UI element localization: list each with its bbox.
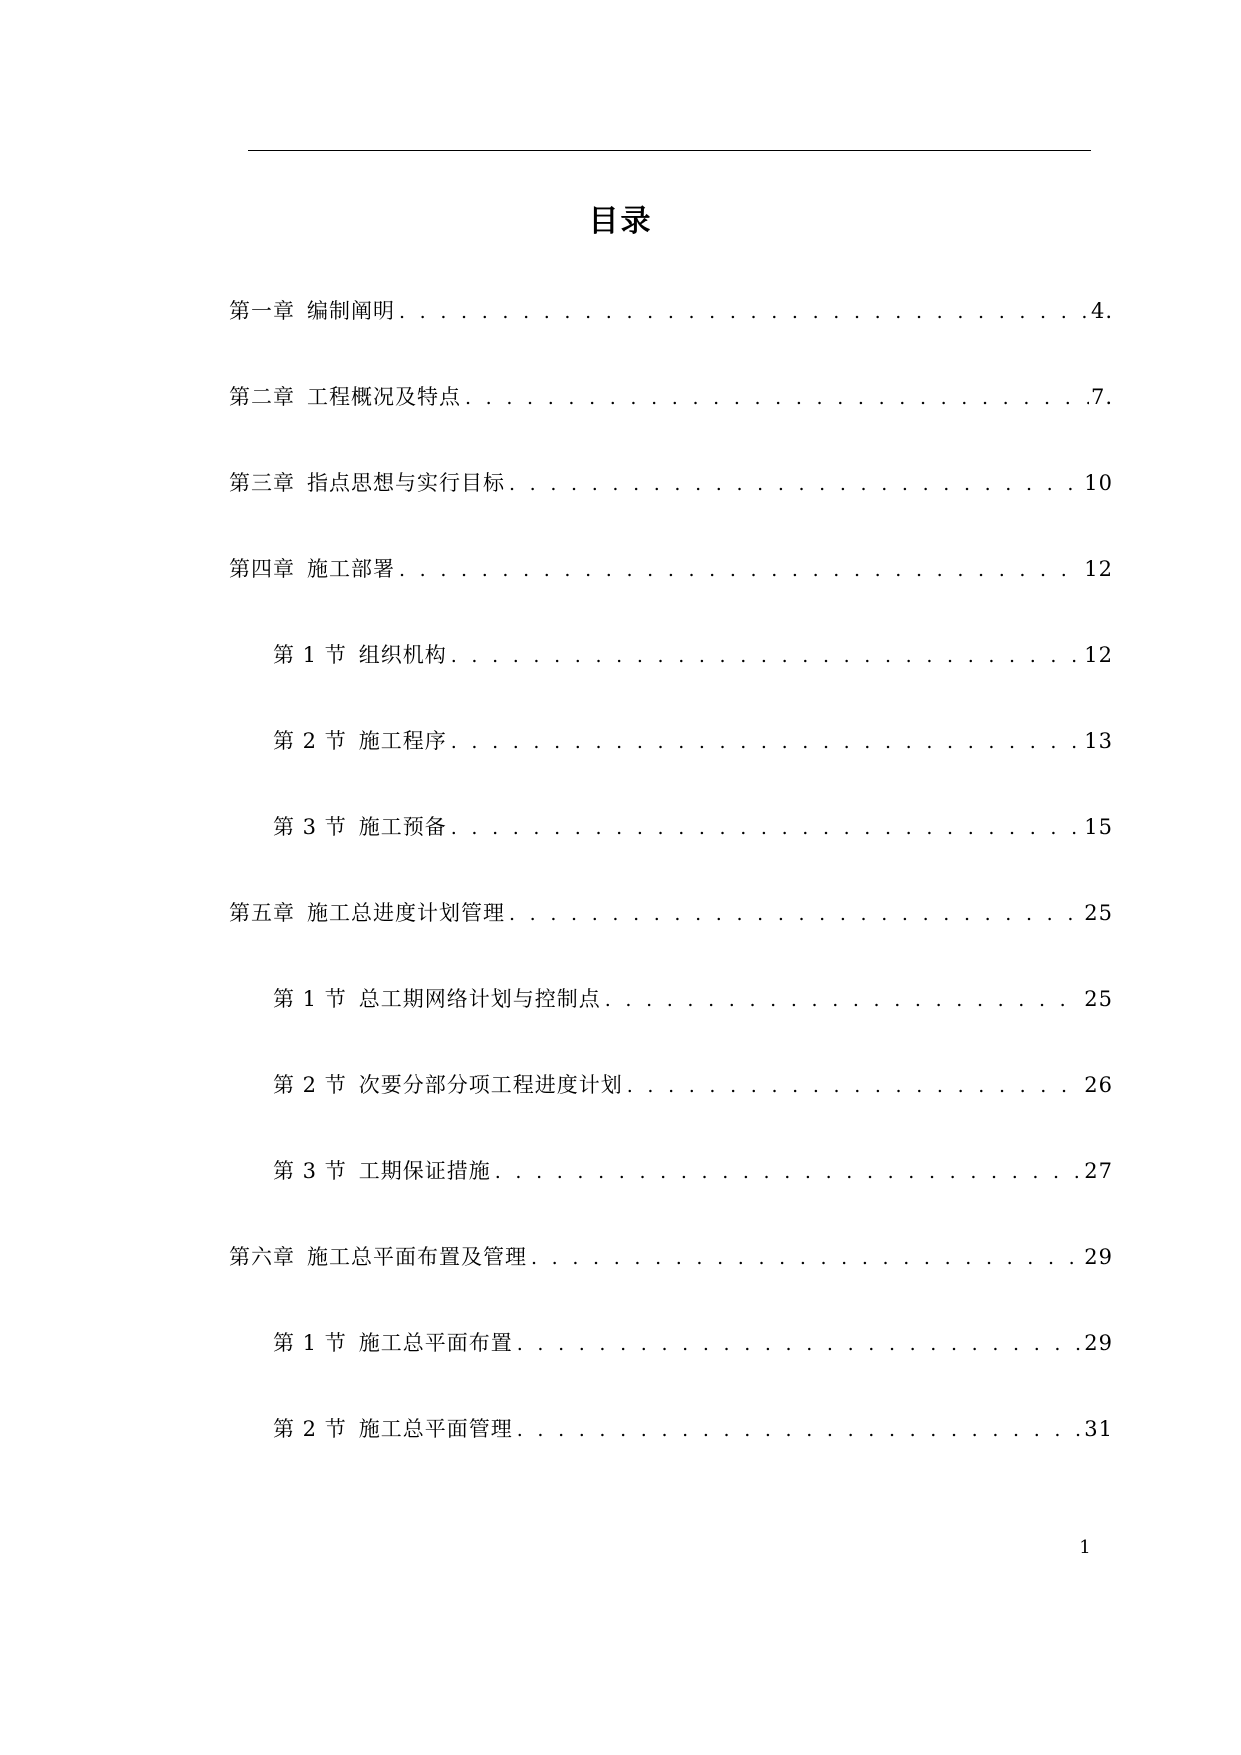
toc-entry[interactable] (229, 552, 1113, 586)
toc-entry-title: 指点思想与实行目标 (307, 471, 505, 495)
toc-entry-title: 施工总进度计划管理 (307, 901, 505, 925)
toc-entry[interactable] (273, 724, 1113, 758)
dot-leader (509, 467, 1082, 500)
toc-entry[interactable] (273, 1326, 1113, 1360)
toc-entry-title: 工期保证措施 (358, 1159, 491, 1183)
toc-entry-page: 29 (1084, 1245, 1113, 1269)
toc-entry-title: 施工预备 (358, 815, 447, 839)
toc-entry-page: 12 (1084, 643, 1113, 667)
toc-entry-prefix: 第二章 (229, 385, 295, 409)
toc-entry[interactable] (273, 810, 1113, 844)
toc-entry-title: 施工总平面管理 (358, 1417, 513, 1441)
toc-entry-prefix: 第五章 (229, 901, 295, 925)
toc-entry-title: 总工期网络计划与控制点 (358, 987, 601, 1011)
toc-entry[interactable] (229, 466, 1113, 500)
dot-leader (509, 897, 1082, 930)
toc-entry[interactable] (273, 1412, 1113, 1446)
toc-entry-prefix: 第 1 节 (273, 1331, 347, 1355)
toc-entry[interactable] (229, 380, 1113, 414)
toc-entry[interactable] (273, 982, 1113, 1016)
toc-entry-page: 29 (1084, 1331, 1113, 1355)
toc-entry-title: 施工总平面布置及管理 (307, 1245, 527, 1269)
toc-entry-prefix: 第 3 节 (273, 1159, 347, 1183)
toc-entry-title: 次要分部分项工程进度计划 (358, 1073, 623, 1097)
toc-entry-title: 编制阐明 (307, 299, 395, 323)
toc-entry-page: 25 (1084, 901, 1113, 925)
toc-entry-title: 施工程序 (358, 729, 447, 753)
toc-entry-prefix: 第三章 (229, 471, 295, 495)
dot-leader (451, 639, 1083, 672)
toc-entry-title: 施工部署 (307, 557, 395, 581)
toc-entry-page: 15 (1084, 815, 1113, 839)
toc-entry-title: 施工总平面布置 (358, 1331, 513, 1355)
toc-entry[interactable] (273, 1068, 1113, 1102)
toc-entry[interactable] (229, 294, 1113, 328)
toc-entry-page: 25 (1084, 987, 1113, 1011)
page-number: 1 (1079, 1537, 1091, 1558)
toc-entry-page: 13 (1084, 729, 1113, 753)
dot-leader (399, 295, 1089, 328)
page-title: 目录 (588, 204, 653, 239)
dot-leader (531, 1241, 1082, 1274)
toc-entry-prefix: 第四章 (229, 557, 295, 581)
toc-entry-prefix: 第 2 节 (273, 1073, 347, 1097)
toc-entry-prefix: 第一章 (229, 299, 295, 323)
toc-entry-page: 26 (1084, 1073, 1113, 1097)
dot-leader (451, 811, 1083, 844)
toc-entry-prefix: 第 3 节 (273, 815, 347, 839)
toc-entry[interactable] (229, 896, 1113, 930)
toc-entry-page: 12 (1084, 557, 1113, 581)
toc-entry-page: 7. (1090, 385, 1113, 409)
dot-leader (465, 381, 1089, 414)
toc-entry[interactable] (273, 638, 1113, 672)
toc-entry-prefix: 第 2 节 (273, 1417, 347, 1441)
toc-entry-prefix: 第 1 节 (273, 643, 347, 667)
toc-entry-prefix: 第 2 节 (273, 729, 347, 753)
toc-entry-page: 27 (1084, 1159, 1113, 1183)
dot-leader (399, 553, 1082, 586)
dot-leader (627, 1069, 1083, 1102)
dot-leader (451, 725, 1083, 758)
toc-entry-title: 组织机构 (358, 643, 447, 667)
dot-leader (517, 1327, 1083, 1360)
toc-entry-title: 工程概况及特点 (307, 385, 461, 409)
dot-leader (517, 1413, 1083, 1446)
toc-entry-prefix: 第六章 (229, 1245, 295, 1269)
toc-entry-page: 10 (1084, 471, 1113, 495)
dot-leader (495, 1155, 1083, 1188)
toc-entry-page: 4. (1090, 299, 1113, 323)
toc-entry[interactable] (273, 1154, 1113, 1188)
toc-entry[interactable] (229, 1240, 1113, 1274)
toc-entry-prefix: 第 1 节 (273, 987, 347, 1011)
toc-entry-page: 31 (1084, 1417, 1113, 1441)
dot-leader (605, 983, 1083, 1016)
